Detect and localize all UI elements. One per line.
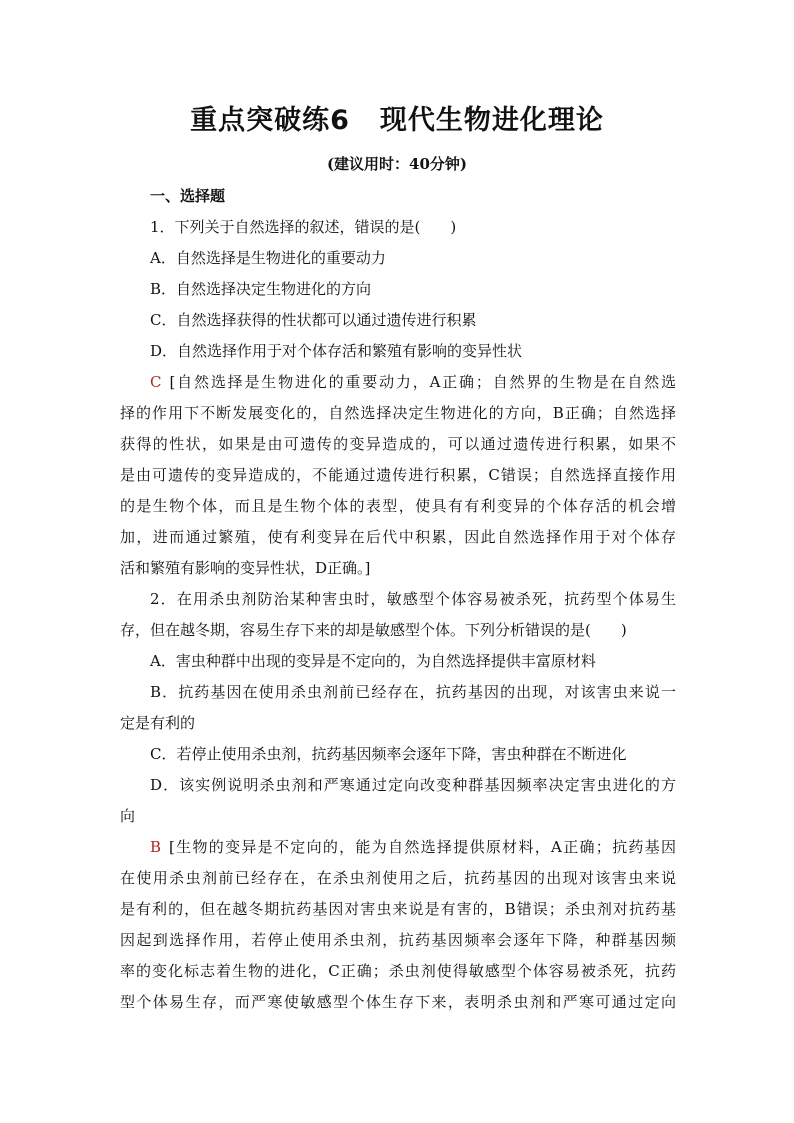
question-2-stem-line: 2．在用杀虫剂防治某种害虫时，敏感型个体容易被杀死，抗药型个体易生 xyxy=(150,590,676,608)
question-1-explanation-line: 获得的性状，如果是由可遗传的变异造成的，可以通过遗传进行积累，如果不 xyxy=(120,435,676,453)
question-1-stem: 1．下列关于自然选择的叙述，错误的是( ) xyxy=(150,218,457,236)
question-1-option-d: D．自然选择作用于对个体存活和繁殖有影响的变异性状 xyxy=(150,342,523,360)
question-2-explanation-line: 在使用杀虫剂前已经存在，在杀虫剂使用之后，抗药基因的出现对该害虫来说 xyxy=(120,869,676,887)
question-1-option-b: B．自然选择决定生物进化的方向 xyxy=(150,280,372,298)
title-topic: 现代生物进化理论 xyxy=(379,105,604,136)
question-1-explanation-line: 的是生物个体，而且是生物个体的表型，使具有有利变异的个体存活的机会增 xyxy=(120,497,676,515)
question-2-option-b-line: 定是有利的 xyxy=(120,714,196,732)
question-2-option-a: A．害虫种群中出现的变异是不定向的，为自然选择提供丰富原材料 xyxy=(150,652,596,670)
question-2-explanation-line: 率的变化标志着生物的进化，C正确；杀虫剂使得敏感型个体容易被杀死，抗药 xyxy=(120,962,676,980)
question-2-option-c: C．若停止使用杀虫剂，抗药基因频率会逐年下降，害虫种群在不断进化 xyxy=(150,745,627,763)
question-2-explanation-line: B [生物的变异是不定向的，能为自然选择提供原材料，A正确；抗药基因 xyxy=(150,838,676,856)
title-number: 重点突破练6 xyxy=(190,105,350,136)
question-body xyxy=(120,181,676,1018)
question-2-explanation-line: 型个体易生存，而严寒使敏感型个体生存下来，表明杀虫剂和严寒可通过定向 xyxy=(120,993,676,1011)
question-2-option-d-line: 向 xyxy=(120,807,136,825)
question-1-explanation-line: 是由可遗传的变异造成的，不能通过遗传进行积累，C错误；自然选择直接作用 xyxy=(120,466,676,484)
question-1-explanation-line: 择的作用下不断发展变化的，自然选择决定生物进化的方向，B正确；自然选择 xyxy=(120,404,676,422)
question-2-answer: B xyxy=(150,838,162,856)
question-2-explanation-line: 是有利的，但在越冬期抗药基因对害虫来说是有害的，B错误；杀虫剂对抗药基 xyxy=(120,900,676,918)
question-2-option-b-line: B．抗药基因在使用杀虫剂前已经存在，抗药基因的出现，对该害虫来说一 xyxy=(150,683,676,701)
question-1-explanation-line: 加，进而通过繁殖，使有利变异在后代中积累，因此自然选择作用于对个体存 xyxy=(120,528,676,546)
section-heading: 一、选择题 xyxy=(150,187,226,205)
question-1-explanation-line: 活和繁殖有影响的变异性状，D正确。] xyxy=(120,559,371,577)
question-2-explanation-line: 因起到选择作用，若停止使用杀虫剂，抗药基因频率会逐年下降，种群基因频 xyxy=(120,931,676,949)
question-1-option-c: C．自然选择获得的性状都可以通过遗传进行积累 xyxy=(150,311,477,329)
suggested-time: (建议用时：40分钟) xyxy=(326,155,468,173)
question-1-explanation-line: C [自然选择是生物进化的重要动力，A正确；自然界的生物是在自然选 xyxy=(150,373,676,391)
question-2-option-d-line: D．该实例说明杀虫剂和严寒通过定向改变种群基因频率决定害虫进化的方 xyxy=(150,776,676,794)
question-1-option-a: A．自然选择是生物进化的重要动力 xyxy=(150,249,386,267)
page-title xyxy=(0,98,794,137)
question-1-answer: C xyxy=(150,373,162,391)
question-2-stem-line: 存，但在越冬期，容易生存下来的却是敏感型个体。下列分析错误的是( ) xyxy=(120,621,627,639)
